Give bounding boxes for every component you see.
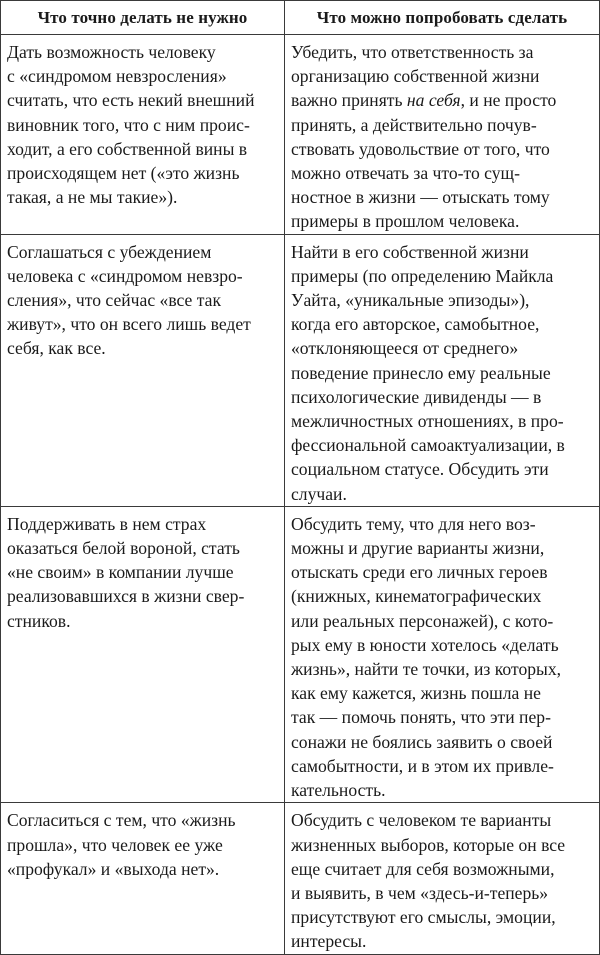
text-line: присутствуют его смыслы, эмоции, [291,907,556,928]
text-line: живут», что он всего лишь ведет [7,314,251,335]
text-line: Обсудить с человеком те варианты [291,810,552,831]
text-line: можно отвечать за что-то сущ- [291,163,520,184]
text-line: примеры (по определению Майкла [291,265,554,286]
cell-do [285,35,600,235]
text-line: психологические дивиденды — в [291,386,542,407]
text-line: сления», что сейчас «все так [7,290,222,311]
text-line: «профукал» и «выхода нет». [7,858,220,879]
text-line: Уайта, «уникальные эпизоды»), [291,290,530,311]
emphasis-text: на себя [406,90,461,111]
text-line: жизненных выборов, которые он все [291,834,566,855]
text-line: ствовать удовольствие от того, что [291,138,550,159]
text-segment: , и не просто [460,90,557,111]
text-line: поведение принесло ему реальные [291,362,551,383]
text-line: примеры в прошлом человека. [291,211,520,232]
text-line: Найти в его собственной жизни [291,241,529,262]
cell-do [285,506,600,802]
text-line: кательность. [291,780,386,801]
text-line: оказаться белой вороной, стать [7,538,240,559]
text-line: Дать возможность человеку [7,42,216,62]
cell-dont [1,506,285,802]
text-line: интересы. [291,931,367,952]
text-line: Обсудить тему, что для него воз- [291,513,536,534]
cell-do [285,234,600,506]
cell-dont [1,234,285,506]
text-segment: важно принять [291,90,407,111]
text-line: межличностных отношениях, в про- [291,411,564,432]
text-line: фессиональной самоактуализации, в [291,435,565,456]
text-line: случаи. [291,483,347,504]
text-line: или реальных персонажей), с кото- [291,610,554,631]
table-row [1,803,600,954]
text-line: Поддерживать в нем страх [7,513,207,534]
text-line: еще считает для себя возможными, [291,858,555,879]
text-line: реализовавшихся в жизни свер- [7,586,245,607]
cell-dont [1,35,285,235]
text-line: прошла», что человек ее уже [7,834,223,855]
column-header-do: Что можно попробовать сделать [285,1,600,35]
text-line: ходит, а его собственной вины в [7,138,248,159]
table-header-row [1,1,600,35]
text-line: Соглашаться с убеждением [7,241,212,262]
text-line [291,88,594,112]
cell-dont [1,803,285,954]
text-line: социальном статусе. Обсудить эти [291,459,549,480]
text-line: такая, а не мы такие»). [7,187,178,208]
table-row [1,35,600,235]
text-line: с «синдромом невзросления» [7,66,227,87]
table-row [1,506,600,802]
text-line: отыскать среди его личных героев [291,562,548,583]
table-row [1,234,600,506]
text-line: Согласиться с тем, что «жизнь [7,810,236,831]
text-line: (книжных, кинематографических [291,586,542,607]
cell-do [285,803,600,954]
text-line: Убедить, что ответственность за [291,42,534,62]
text-line: когда его авторское, самобытное, [291,314,540,335]
text-line: себя, как все. [7,338,106,359]
text-line: виновник того, что с ним проис- [7,114,250,135]
text-line: происходящем нет («это жизнь [7,163,240,184]
text-line: считать, что есть некий внешний [7,90,255,111]
text-line: организацию собственной жизни [291,66,540,87]
text-line: жизнь», найти те точки, из которых, [291,659,562,680]
text-line: «не своим» в компании лучше [7,562,234,583]
text-line: так — помочь понять, что эти пер- [291,707,551,728]
text-line: и выявить, в чем «здесь-и-теперь» [291,882,549,903]
text-line: как ему кажется, жизнь пошла не [291,683,541,704]
column-header-dont: Что точно делать не нужно [1,1,285,35]
text-line: сонажи не боялись заявить о своей [291,731,553,752]
text-line: «отклоняющееся от среднего» [291,338,519,359]
text-line: человека с «синдромом невзро- [7,265,243,286]
text-line: стников. [7,610,71,631]
text-line: можны и другие варианты жизни, [291,538,545,559]
text-line: ностное в жизни — отыскать тому [291,187,550,208]
text-line: рых ему в юности хотелось «делать [291,634,559,655]
text-line: самобытности, и в этом их привле- [291,755,554,776]
text-line: принять, а действительно почув- [291,114,537,135]
